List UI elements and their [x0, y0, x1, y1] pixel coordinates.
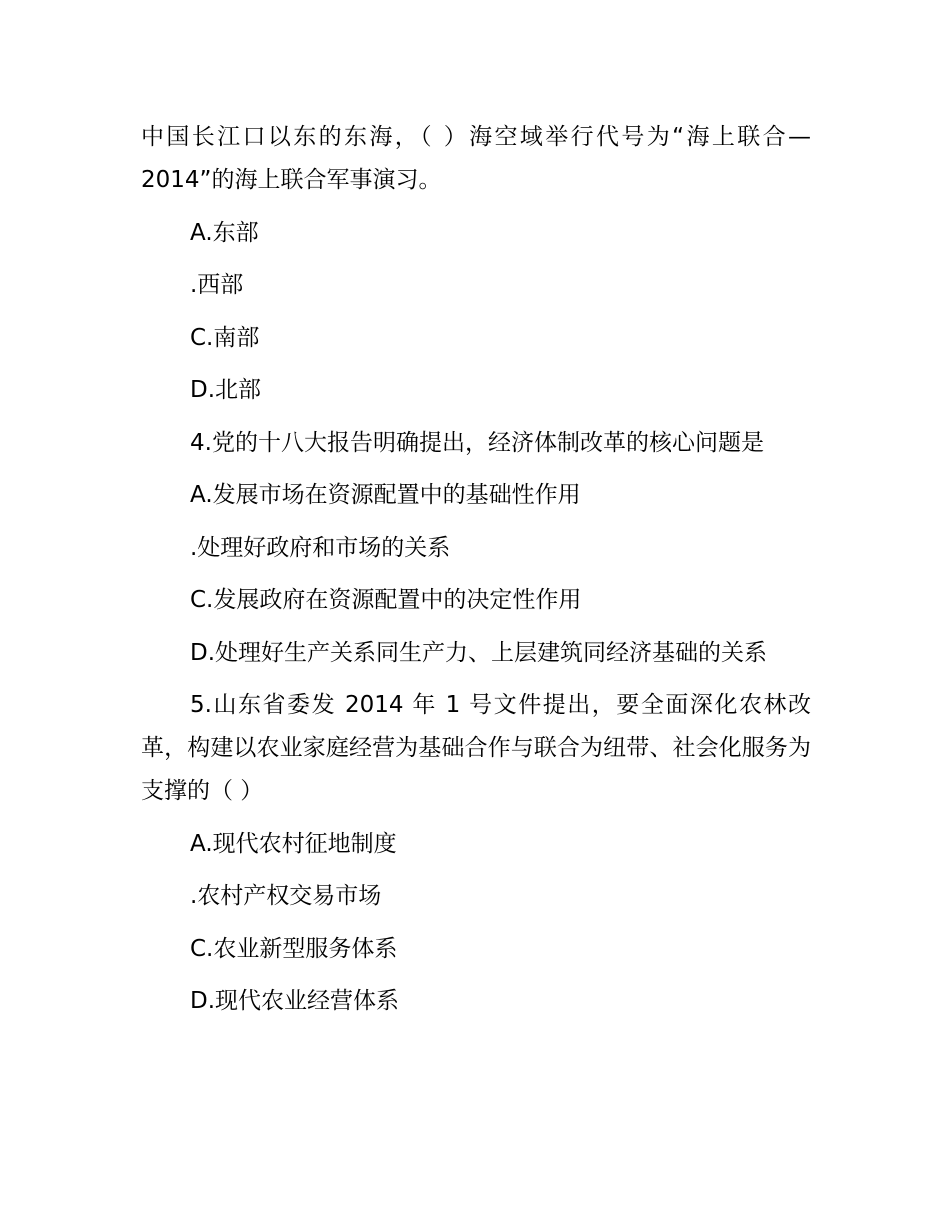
question-4-option-a: A.发展市场在资源配置中的基础性作用: [190, 482, 581, 508]
question-5-stem: 5.山东省委发 2014 年 1 号文件提出，要全面深化农林改革，构建以农业家庭经营为基础合作与联合为纽带、社会化服务为支撑的（ ）: [141, 692, 811, 804]
question-5-option-a: A.现代农村征地制度: [190, 830, 397, 857]
question-5-option-b: .农村产权交易市场: [190, 883, 382, 909]
question-4-stem: 4.党的十八大报告明确提出，经济体制改革的核心问题是: [190, 429, 764, 456]
question-3-option-a: A.东部: [190, 219, 259, 246]
question-3-option-c: C.南部: [190, 324, 260, 351]
document-body: [141, 116, 811, 1023]
question-3-stem: 中国长江口以东的东海，（ ）海空域举行代号为“海上联合—2014”的海上联合军事演习。: [141, 124, 811, 193]
question-5-option-d: D.现代农业经营体系: [190, 988, 400, 1014]
question-4-option-c: C.发展政府在资源配置中的决定性作用: [190, 587, 582, 613]
question-3-option-b: .西部: [190, 272, 244, 298]
question-4-option-d: D.处理好生产关系同生产力、上层建筑同经济基础的关系: [190, 639, 768, 666]
question-4-option-b: .处理好政府和市场的关系: [190, 534, 451, 561]
question-3-option-d: D.北部: [190, 377, 262, 403]
question-5-option-c: C.农业新型服务体系: [190, 935, 398, 962]
